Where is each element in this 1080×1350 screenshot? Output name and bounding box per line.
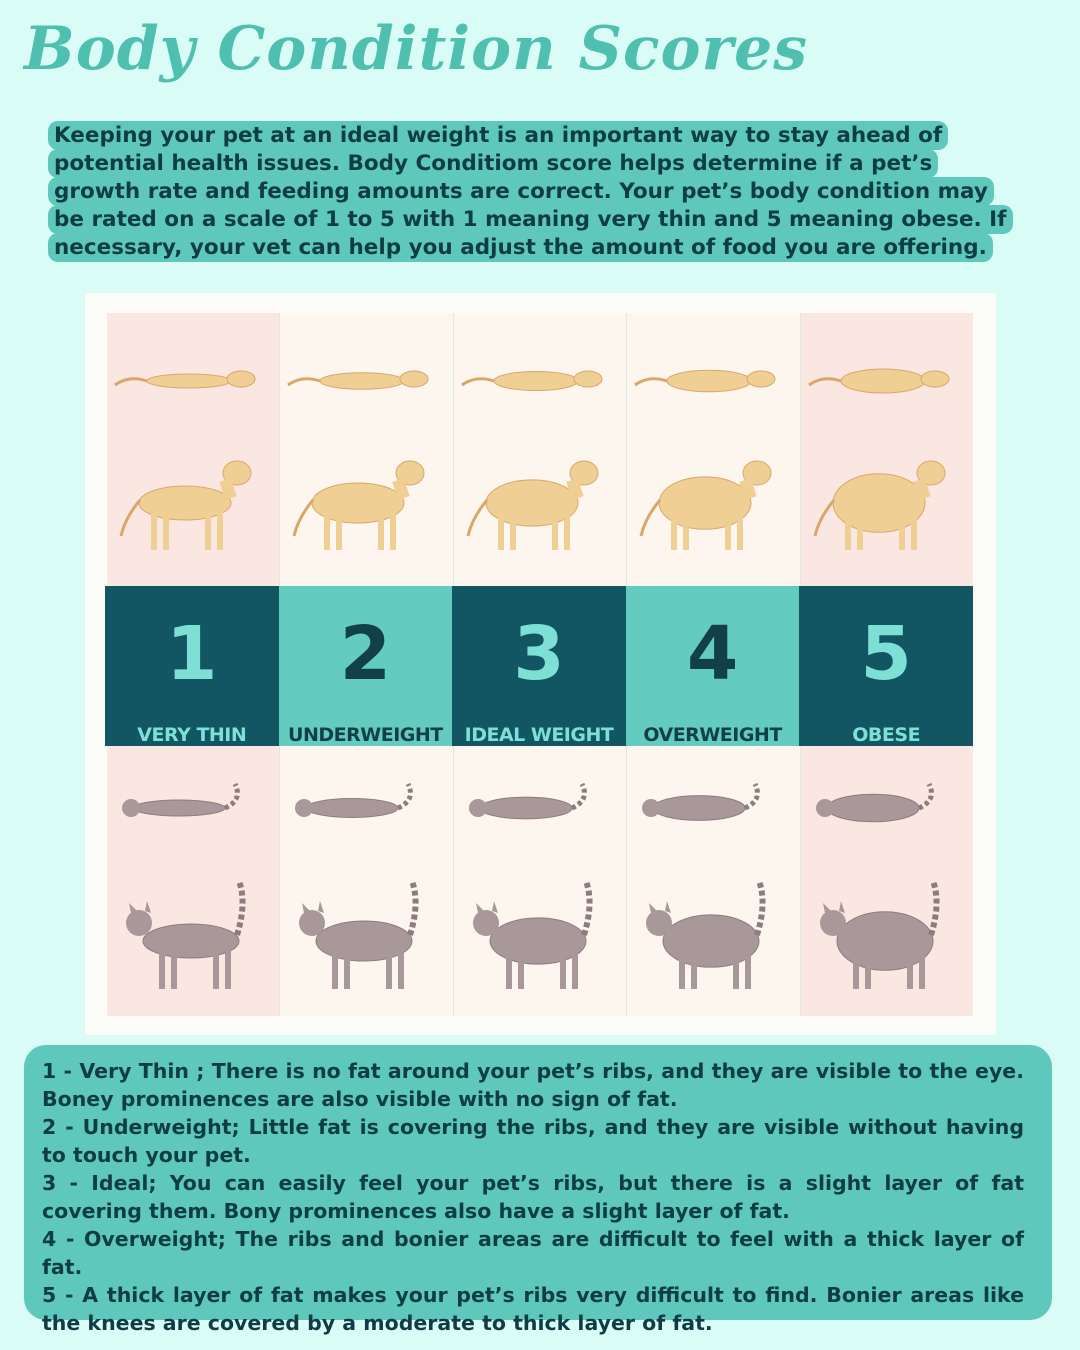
dog-top-view-icon: [107, 353, 280, 403]
score-label: UNDERWEIGHT: [288, 724, 443, 746]
dog-top-view-icon: [627, 353, 800, 403]
score-cell-2: [279, 586, 453, 746]
cat-side-view-icon: [627, 873, 800, 998]
dog-top-view-icon: [280, 353, 453, 403]
dog-side-view-icon: [627, 448, 800, 558]
cat-side-view-icon: [801, 873, 974, 998]
cat-top-view-icon: [280, 778, 453, 838]
cat-side-view-icon: [107, 873, 280, 998]
description-item: 4 - Overweight; The ribs and bonier areas are difficult to feel with a thick layer of fat.: [42, 1227, 1024, 1279]
score-cell-5: [799, 586, 973, 746]
score-number: 4: [686, 611, 739, 697]
description-item: 3 - Ideal; You can easily feel your pet’s ribs, but there is a slight layer of fat covering them. Bony prominences also have a slight layer of fat.: [42, 1171, 1024, 1223]
cat-top-view-icon: [627, 778, 800, 838]
page-title: Body Condition Scores: [24, 14, 809, 84]
description-item: 1 - Very Thin ; There is no fat around your pet’s ribs, and they are visible to the eye. Boney prominences are also visible with no sign of fat.: [42, 1059, 1024, 1111]
intro-paragraph: [48, 122, 1024, 262]
score-number: 5: [860, 611, 912, 697]
descriptions-list: [42, 1057, 1024, 1337]
score-label: IDEAL WEIGHT: [464, 724, 614, 746]
body-condition-chart: [85, 293, 996, 1035]
description-item: 5 - A thick layer of fat makes your pet’s ribs very difficult to find. Bonier areas like the knees are covered by a moderate to thick layer of fat.: [42, 1283, 1024, 1335]
score-cell-4: [626, 586, 800, 746]
score-band: [105, 586, 973, 746]
cat-top-view-icon: [454, 778, 627, 838]
cat-top-view-icon: [801, 778, 974, 838]
score-label: OVERWEIGHT: [643, 724, 782, 746]
cat-side-view-icon: [280, 873, 453, 998]
dog-side-view-icon: [801, 448, 974, 558]
description-item: 2 - Underweight; Little fat is covering the ribs, and they are visible without having to touch your pet.: [42, 1115, 1024, 1167]
score-label: VERY THIN: [137, 724, 247, 746]
score-cell-3: [452, 586, 626, 746]
cat-top-view-icon: [107, 778, 280, 838]
dog-side-view-icon: [280, 448, 453, 558]
dog-top-view-icon: [801, 353, 974, 403]
dog-side-view-icon: [107, 448, 280, 558]
cat-side-view-icon: [454, 873, 627, 998]
intro-text: Keeping your pet at an ideal weight is an important way to stay ahead of potential health issues. Body Conditiom score helps determine if a pet’s growth rate and feeding amounts are correct. Your pet’s body condition may be rated on a scale of 1 to 5 with 1 meaning very thin and 5 meaning obese. If necessary, your vet can help you adjust the amount of food you are offering.: [48, 121, 1013, 262]
score-number: 1: [166, 611, 218, 697]
score-cell-1: [105, 586, 279, 746]
score-number: 3: [513, 611, 565, 697]
score-label: OBESE: [852, 724, 921, 746]
dog-top-view-icon: [454, 353, 627, 403]
dog-side-view-icon: [454, 448, 627, 558]
score-number: 2: [339, 611, 392, 697]
